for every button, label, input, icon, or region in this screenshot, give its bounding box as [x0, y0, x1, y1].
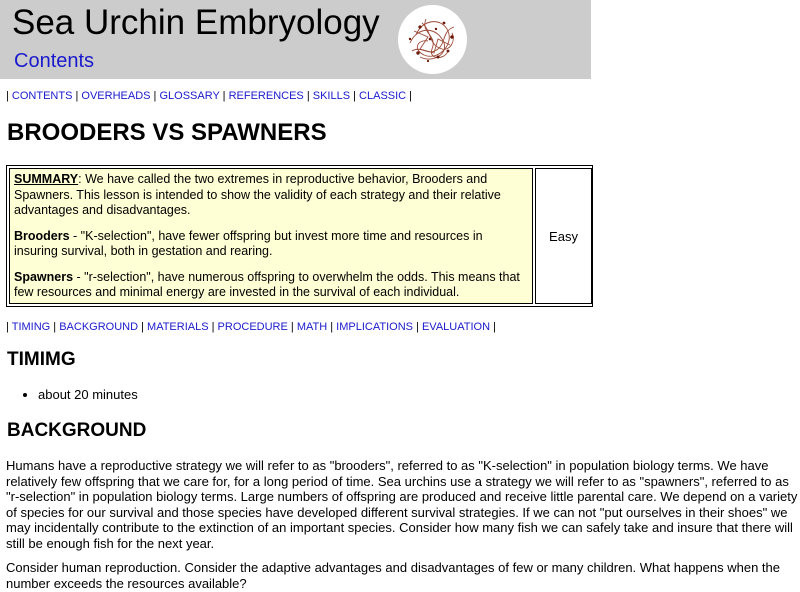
brooders-text: - "K-selection", have fewer offspring but invest more time and resources in insuring survival, both in gestation and rearing.: [14, 228, 483, 258]
sea-urchin-logo-icon: [398, 5, 467, 74]
nav-materials[interactable]: MATERIALS: [147, 321, 209, 333]
nav-evaluation[interactable]: EVALUATION: [421, 321, 491, 333]
difficulty-level: Easy: [535, 168, 592, 304]
nav-implications[interactable]: IMPLICATIONS: [336, 321, 413, 333]
site-header: [0, 0, 591, 79]
nav-overheads[interactable]: OVERHEADS: [81, 90, 151, 102]
background-heading: BACKGROUND: [7, 420, 147, 441]
top-navigation: | CONTENTS | OVERHEADS | GLOSSARY | REFERENCES | SKILLS | CLASSIC |: [6, 90, 413, 102]
summary-cell: [9, 168, 533, 304]
timing-heading: TIMIMG: [7, 349, 76, 370]
nav-contents[interactable]: CONTENTS: [11, 90, 73, 102]
background-paragraph-1: Humans have a reproductive strategy we will refer to as "brooders", referred to as "K-selection" in population biology terms. We have relatively few offspring that we care for, for a long period of time. Sea urchins use a strategy we will refer to as "spawners", referred to as "r-selection" in population biology terms. Large numbers of offspring are produced and receive little parental care. We depend on a variety of species for our survival and those species have developed different survival strategies. If we can not "put ourselves in their shoes" we may incidentally contribute to the extinction of an important species. Consider how many fish we can safely take and insure that there will still be enough fish for the next year.: [6, 458, 798, 551]
section-navigation: | TIMING | BACKGROUND | MATERIALS | PROCEDURE | MATH | IMPLICATIONS | EVALUATION |: [6, 321, 496, 333]
nav-glossary[interactable]: GLOSSARY: [159, 90, 220, 102]
nav-background[interactable]: BACKGROUND: [59, 321, 139, 333]
summary-text: : We have called the two extremes in reproductive behavior, Brooders and Spawners. This lesson is intended to show the validity of each strategy and their relative advantages and disadvantages.: [14, 172, 501, 217]
spawners-label: Spawners: [14, 269, 74, 284]
nav-references[interactable]: REFERENCES: [228, 90, 304, 102]
nav-timing[interactable]: TIMING: [11, 321, 51, 333]
timing-list: [22, 387, 138, 403]
background-paragraph-2: Consider human reproduction. Consider the adaptive advantages and disadvantages of few or many children. What happens when the number exceeds the resources available?: [6, 560, 780, 591]
brooders-label: Brooders: [14, 228, 70, 243]
list-item: • about 20 minutes: [38, 387, 138, 403]
nav-classic[interactable]: CLASSIC: [359, 90, 407, 102]
site-title: Sea Urchin Embryology: [12, 3, 380, 42]
nav-procedure[interactable]: PROCEDURE: [217, 321, 288, 333]
nav-math[interactable]: MATH: [296, 321, 328, 333]
spawners-text: - "r-selection", have numerous offspring to overwhelm the odds. This means that few resources and minimal energy are invested in the survival of each individual.: [14, 269, 520, 299]
nav-skills[interactable]: SKILLS: [312, 90, 351, 102]
summary-label: SUMMARY: [14, 172, 79, 186]
page-title: BROODERS VS SPAWNERS: [7, 119, 327, 146]
summary-table: [6, 165, 593, 307]
contents-link[interactable]: Contents: [14, 50, 95, 72]
